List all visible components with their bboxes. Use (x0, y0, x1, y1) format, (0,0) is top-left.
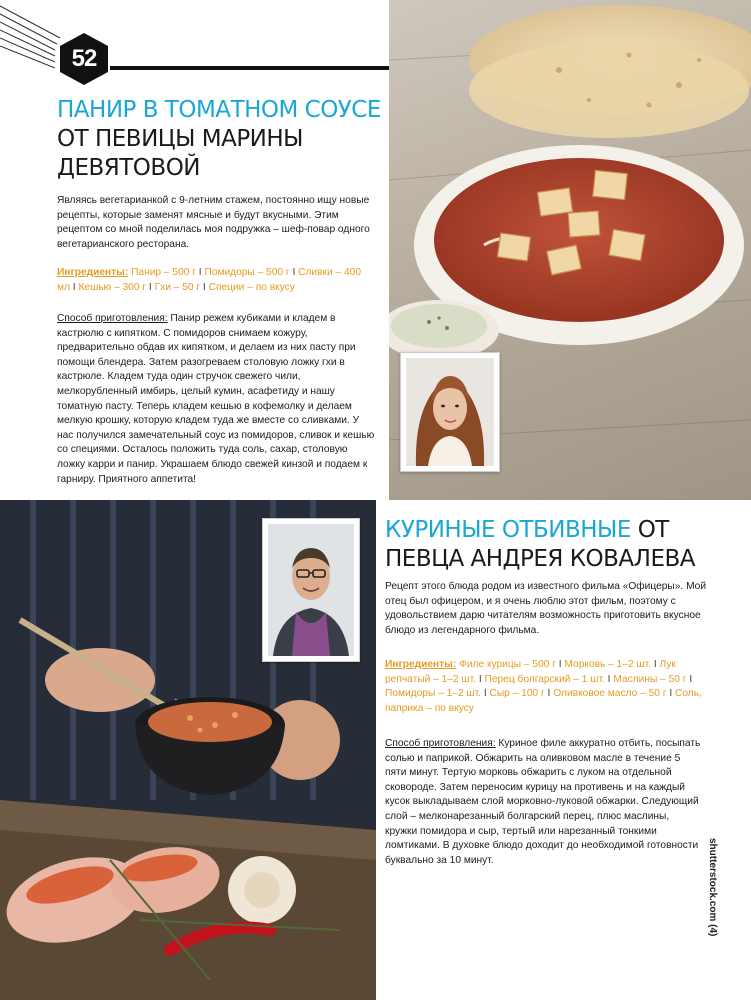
ingredient-separator: I (480, 688, 487, 700)
ingredient-separator: I (200, 281, 206, 293)
recipe2-ingredient-item: Перец болгарский – 1 шт. (484, 673, 605, 685)
page-number-badge (57, 32, 111, 86)
photo-credit: shutterstock.com (4) (707, 838, 718, 937)
ingredient-separator: I (289, 267, 296, 278)
recipe1-ingredient-item: Помидоры – 500 г (204, 267, 290, 278)
ingredient-separator: I (604, 673, 611, 685)
recipe1-title-accent: ПАНИР В ТОМАТНОМ СОУСЕ (57, 97, 381, 123)
recipe1-method (57, 312, 375, 487)
recipe1-ingredient-item: Кешью – 300 г (78, 281, 147, 293)
recipe2-title (385, 516, 745, 574)
recipe2-method-label: Способ приготовления: (385, 738, 496, 749)
recipe2-ingredients (385, 658, 703, 716)
marina-devyatova-portrait (400, 352, 500, 472)
recipe2-ingredient-item: Лук репчатый – 1–2 шт. (385, 659, 676, 685)
ingredient-separator: I (666, 688, 673, 700)
ingredient-separator: I (544, 688, 551, 700)
ingredient-separator: I (686, 673, 693, 685)
man-portrait-illustration (268, 524, 354, 656)
recipe2-method-text: Куриное филе аккуратно отбить, посыпать солью и паприкой. Обжарить на оливковом масле в течение 5 пяти минут. Тертую морковь обжарить с луком на отдельной сковороде. Затем переносим курицу на противень и на каждый кусок выкладываем слой морковно-луковой обжарки. Следующий слой – мелконарезанный болгарский перец, плюс маслины, кружки помидора и сыр, тертый или нарезанный тонкими ломтиками. В духовке блюдо доходит до необходимой готовности буквально за 10 минут. (385, 738, 701, 866)
ingredient-separator: I (146, 281, 152, 293)
recipe1-ingredient-item: Гхи – 50 г (154, 281, 201, 293)
recipe1-title-rest: ОТ ПЕВИЦЫ МАРИНЫ ДЕВЯТОВОЙ (57, 126, 303, 181)
recipe2-title-rest: ОТ ПЕВЦА АНДРЕЯ КОВАЛЕВА (385, 517, 695, 572)
recipe2-ingredient-item: Помидоры – 1–2 шт. (385, 688, 481, 700)
ingredient-separator: I (555, 659, 562, 670)
recipe1-intro: Являясь вегетарианкой с 9-летним стажем, постоянно ищу новые рецепты, которые заменят мясные и будут вкусными. Этим рецептом со мной поделилась моя подружка – шеф-повар одного вегетарианского ресторана. (57, 195, 370, 250)
recipe1-method-label: Способ приготовления: (57, 313, 168, 324)
woman-portrait-illustration (406, 358, 494, 466)
recipe2-intro: Рецепт этого блюда родом из известного фильма «Офицеры». Мой отец был офицером, и я очень люблю этот фильм, поэтому с удовольствием дарю читателям возможность приготовить вкусное блюдо из легендарного фильма. (385, 581, 707, 636)
recipe2-ingredient-item: Филе курицы – 500 г (459, 659, 556, 670)
ingredient-separator: I (651, 659, 657, 670)
recipe2-ingredient-item: Сыр – 100 г (489, 688, 545, 700)
recipe2-ingredient-item: Маслины – 50 г (613, 673, 687, 685)
recipe2-method (385, 737, 703, 868)
recipe2-ingredient-item: Соль, паприка – по вкусу (385, 688, 702, 714)
ingredient-separator: I (195, 267, 202, 278)
recipe1-title (57, 96, 387, 183)
recipe1-ingredients-label: Ингредиенты: (57, 267, 129, 278)
recipe2-ingredient-item: Оливковое масло – 50 г (553, 688, 667, 700)
recipe1-method-text: Панир режем кубиками и кладем в кастрюлю с кипятком. С помидоров снимаем кожуру, предварительно обдав их кипятком, и делаем из них пасту при помощи блендера. Затем разогреваем столовую ложку гхи в кастрюле. Кладем туда один стручок свежего чили, мелкорубленный имбирь, целый кумин, асафетиду и нашу томатную пасту. Теперь кладем кешью в кофемолку и делаем мелкую крошку, которую кладем туда же вместе со сливками. У нас получился замечательный соус из помидоров, сливок и кешью со специями. Осталось положить туда соль, сахар, столовую ложку карри и панир. Украшаем блюдо свежей кинзой и подаем к гарниру. Приятного аппетита! (57, 313, 375, 485)
ingredient-separator: I (475, 673, 482, 685)
recipe1-ingredients (57, 266, 375, 295)
recipe2-ingredient-item: Морковь – 1–2 шт. (564, 659, 652, 670)
recipe1-ingredient-item: Сливки – 400 мл (57, 267, 362, 293)
andrey-kovalev-portrait (262, 518, 360, 662)
recipe2-ingredients-label: Ингредиенты: (385, 659, 457, 670)
recipe1-ingredient-item: Специи – по вкусу (208, 281, 295, 293)
page-number: 52 (71, 45, 97, 72)
recipe1-ingredient-item: Панир – 500 г (131, 267, 196, 278)
ingredient-separator: I (69, 281, 76, 293)
recipe2-title-accent: КУРИНЫЕ ОТБИВНЫЕ (385, 517, 631, 543)
